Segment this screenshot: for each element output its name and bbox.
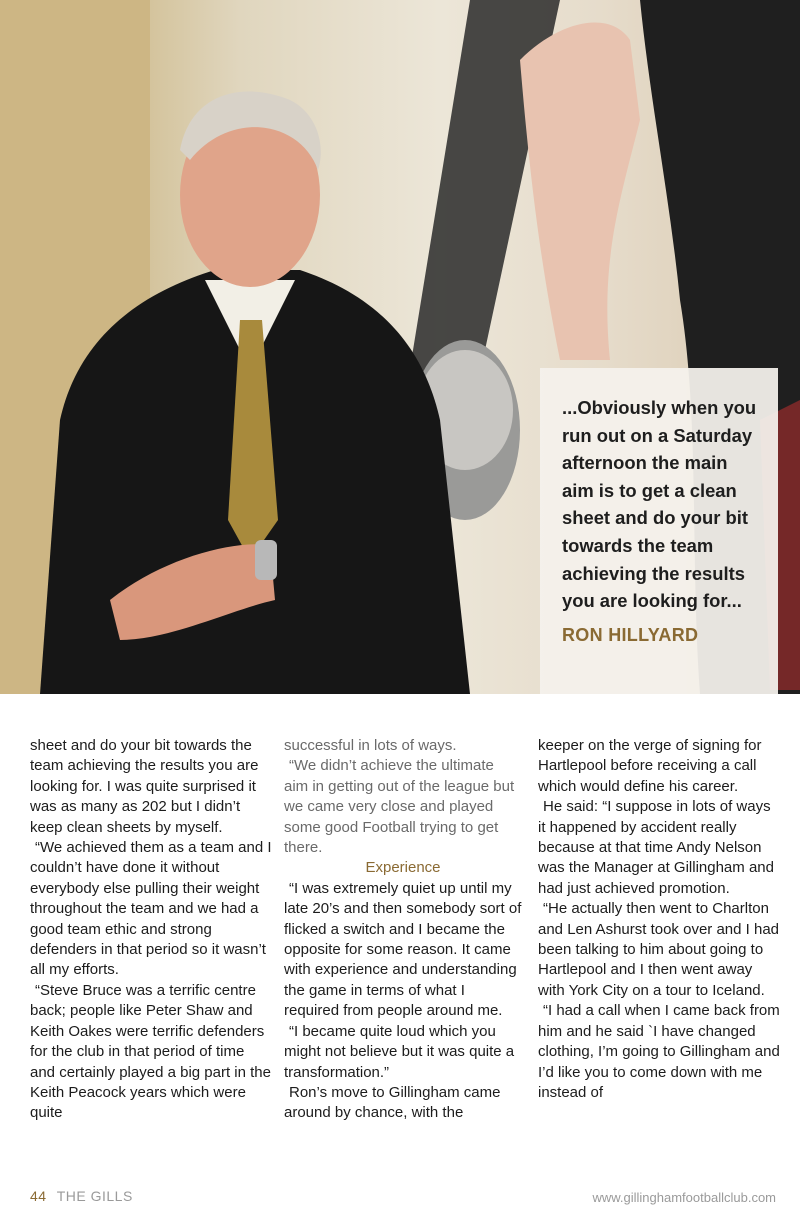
paragraph: “We achieved them as a team and I couldn’t have done it without everybody else pulling their weight throughout the team and we had a good team ethic and strong defenders in that period so it wasn’t all my efforts. — [30, 839, 272, 979]
article-column-1 — [30, 736, 272, 1124]
paragraph: Ron’s move to Gillingham came around by chance, with the — [284, 1083, 501, 1122]
publication-name: THE GILLS — [56, 1188, 133, 1204]
website-url: www.gillinghamfootballclub.com — [592, 1190, 776, 1205]
paragraph: “I was extremely quiet up until my late 20’s and then somebody sort of flicked a switch and I became the opposite for some reason. It came with experience and understanding the game in terms of what I required from people around me. — [284, 879, 522, 1020]
page-number: 44 — [30, 1188, 47, 1204]
paragraph: keeper on the verge of signing for Hartlepool before receiving a call which would define his career. — [538, 737, 762, 795]
section-subheading: Experience — [365, 859, 441, 877]
paragraph: “We didn’t achieve the ultimate aim in getting out of the league but we came very close and played some good Football trying to get there. — [284, 757, 515, 857]
paragraph: “I had a call when I came back from him and he said `I have changed clothing, I’m going to Gillingham and I’d like you to come down with me instead of — [538, 1002, 780, 1101]
page-footer-left — [30, 1188, 133, 1204]
article-column-3 — [538, 736, 782, 1103]
pull-quote-box — [540, 368, 778, 694]
paragraph: successful in lots of ways. — [284, 737, 457, 754]
paragraph: sheet and do your bit towards the team achieving the results you are looking for. I was quite surprised it was as many as 202 but I didn’t keep clean sheets by myself. — [30, 737, 259, 836]
paragraph: “Steve Bruce was a terrific centre back; people like Peter Shaw and Keith Oakes were terrific defenders for the club in that period of time and certainly played a big part in the Keith Peacock years which were quite — [30, 981, 271, 1122]
paragraph: He said: “I suppose in lots of ways it happened by accident really because at that time Andy Nelson was the Manager at Gillingham and had just achieved promotion. — [538, 798, 774, 897]
pull-quote-attribution: RON HILLYARD — [562, 624, 699, 645]
pull-quote-text: ...Obviously when you run out on a Saturday afternoon the main aim is to get a clean sheet and do your bit towards the team achieving the results you are looking for... — [562, 397, 757, 612]
article-column-2 — [284, 736, 522, 1124]
paragraph: “I became quite loud which you might not believe but it was quite a transformation.” — [284, 1022, 515, 1081]
paragraph: “He actually then went to Charlton and Len Ashurst took over and I had been talking to him about going to Hartlepool and I then went away with York City on a tour to Iceland. — [538, 900, 780, 999]
